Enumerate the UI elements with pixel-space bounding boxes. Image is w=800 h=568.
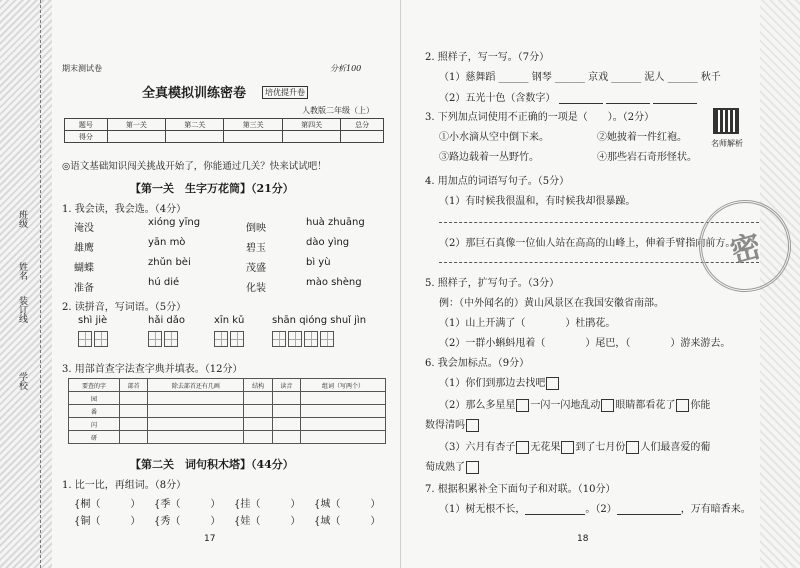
compare-char: {桐（ ） <box>74 499 141 510</box>
r-q3-option: ④那些岩石奇形怪状。 <box>597 152 697 163</box>
q2-answer-grid[interactable] <box>272 331 334 347</box>
compare-prompt: 1. 比一比，再组词。（8分） <box>62 480 187 491</box>
r-q6-2: （2）那么多星星 一闪一闪地乱动 眼睛都看花了 你能 <box>439 400 711 411</box>
r-q6-3: （3）六月有杏子 无花果 到了七月份 人们最喜爱的葡 <box>439 442 711 453</box>
punct-box[interactable] <box>676 399 689 412</box>
intro-text: ◎语文基础知识闯关挑战开始了，你能通过几关？快来试试吧！ <box>62 161 327 172</box>
compare-char: {秀（ ） <box>154 516 221 527</box>
r-q3-prompt: 3. 下列加点词使用不正确的一项是（ ）。（2分） <box>425 112 655 123</box>
r-q5-2: （2）一群小蝌蚪甩着（ ）尾巴，（ ）游来游去。 <box>439 338 731 349</box>
q2-prompt: 2. 读拼音，写词语。（5分） <box>62 302 187 313</box>
q1-word: 碧玉 <box>246 243 266 254</box>
binding-line-label: 装订线 <box>17 296 27 323</box>
punct-box[interactable] <box>466 419 479 432</box>
q1-pinyin: bì yù <box>306 257 331 268</box>
qr-code-icon[interactable] <box>713 108 739 134</box>
r-q6-1: （1）你们到那边去找吧 <box>439 374 560 390</box>
brand: 分析100 <box>330 64 362 73</box>
page-number-right: 18 <box>577 534 589 544</box>
binding-dashline <box>40 0 41 568</box>
q2-pinyin: shān qióng shuǐ jìn <box>272 315 367 326</box>
punct-box[interactable] <box>516 399 529 412</box>
q2-pinyin: xīn kǔ <box>214 315 245 326</box>
compare-char: {域（ ） <box>314 516 381 527</box>
compare-char: {铜（ ） <box>74 516 141 527</box>
section-2-title: 【第二关 词句积木塔】（44分） <box>130 458 294 471</box>
punct-box[interactable] <box>601 399 614 412</box>
compare-char: {城（ ） <box>314 499 381 510</box>
q2-pinyin: hǎi dǎo <box>148 315 186 326</box>
class-label: 姓名 <box>17 262 27 280</box>
r-q6-3-cont: 萄成熟了 <box>425 458 480 474</box>
q2-answer-grid[interactable] <box>214 331 244 347</box>
q3-prompt: 3. 用部首查字法查字典并填表。（12分） <box>62 364 243 375</box>
school-label: 学校 <box>17 372 27 390</box>
q1-pinyin: mào shèng <box>306 277 362 288</box>
r-q5-1: （1）山上开满了（ ）杜鹃花。 <box>439 318 616 329</box>
r-q2-2: （2）五光十色（含数字） <box>439 89 697 104</box>
q2-pinyin: shì jiè <box>78 315 108 326</box>
q2-answer-grid[interactable] <box>148 331 178 347</box>
paper-title: 全真模拟训练密卷 <box>142 86 247 101</box>
q2-answer-grid[interactable] <box>78 331 108 347</box>
punct-box[interactable] <box>516 441 529 454</box>
q1-word: 淹没 <box>74 223 94 234</box>
binding-margin <box>0 0 52 568</box>
r-q5-prompt: 5. 照样子，扩写句子。（3分） <box>425 278 560 289</box>
q1-word: 化装 <box>246 283 266 294</box>
r-q3-option: ②她披着一件红袍。 <box>597 132 687 143</box>
r-q4-prompt: 4. 用加点的词语写句子。（5分） <box>425 176 570 187</box>
q1-pinyin: huà zhuāng <box>306 217 365 228</box>
r-q2-1: （1）慈舞蹈 ______ 钢琴 ______ 京戏 ______ 泥人 ______ 秋千 <box>439 72 721 83</box>
title-tags: 培优提升卷 <box>262 86 308 99</box>
page-number-left: 17 <box>204 534 216 544</box>
r-q5-example: 例：（中外闻名的）黄山风景区在我国安徽省南部。 <box>439 298 664 309</box>
edition: 人教版二年级（上） <box>302 106 374 115</box>
q1-pinyin: xióng yīng <box>148 217 201 228</box>
q1-pinyin: dào yìng <box>306 237 350 248</box>
compare-char: {娃（ ） <box>234 516 301 527</box>
q1-pinyin: zhǔn bèi <box>148 257 191 268</box>
r-q6-2-cont: 数得清吗 <box>425 416 480 432</box>
punct-box[interactable] <box>466 461 479 474</box>
q1-word: 倒映 <box>246 223 266 234</box>
compare-char: {挂（ ） <box>234 499 301 510</box>
right-page <box>400 0 800 568</box>
q1-pinyin: hú dié <box>148 277 180 288</box>
section-1-title: 【第一关 生字万花筒】（21分） <box>130 182 294 195</box>
q1-word: 雄鹰 <box>74 243 94 254</box>
series-label: 期末测试卷 <box>62 64 102 73</box>
punct-box[interactable] <box>626 441 639 454</box>
compare-char: {季（ ） <box>154 499 221 510</box>
r-q7-1: （1）树无根不长， 。（2） ，万有暗香来。 <box>439 504 751 515</box>
r-q7-prompt: 7. 根据积累补全下面句子和对联。（10分） <box>425 484 616 495</box>
r-q4-2: （2）那巨石真像一位仙人站在高高的山峰上，伸着手臂指向前方。 <box>439 238 736 249</box>
fill-blank[interactable] <box>525 514 585 515</box>
name-label: 班级 <box>17 210 27 228</box>
fill-blank[interactable] <box>617 514 681 515</box>
qr-label: 名师解析 <box>711 139 743 148</box>
score-table: 题号 第一关 第二关 第三关 第四关 总分 得分 <box>64 118 384 143</box>
r-q3-option: ①小水滴从空中倒下来。 <box>439 132 549 143</box>
q1-word: 蝴蝶 <box>74 263 94 274</box>
r-q2-prompt: 2. 照样子，写一写。（7分） <box>425 52 550 63</box>
punct-box[interactable] <box>546 377 559 390</box>
r-q6-prompt: 6. 我会加标点。（9分） <box>425 358 530 369</box>
q1-prompt: 1. 我会读，我会选。（4分） <box>62 204 187 215</box>
r-q4-1: （1）有时候我很温和，有时候我却很暴躁。 <box>439 196 636 207</box>
punct-box[interactable] <box>561 441 574 454</box>
q1-pinyin: yān mò <box>148 237 186 248</box>
q1-word: 准备 <box>74 283 94 294</box>
seal-stamp: 密 <box>689 190 800 303</box>
dictionary-table: 要查的字 部首 除去部首还有几画 结构 读音 组词（写两个） 园 番 闪 研 <box>68 378 386 444</box>
q1-word: 茂盛 <box>246 263 266 274</box>
r-q3-option: ③路边载着一丛野竹。 <box>439 152 539 163</box>
